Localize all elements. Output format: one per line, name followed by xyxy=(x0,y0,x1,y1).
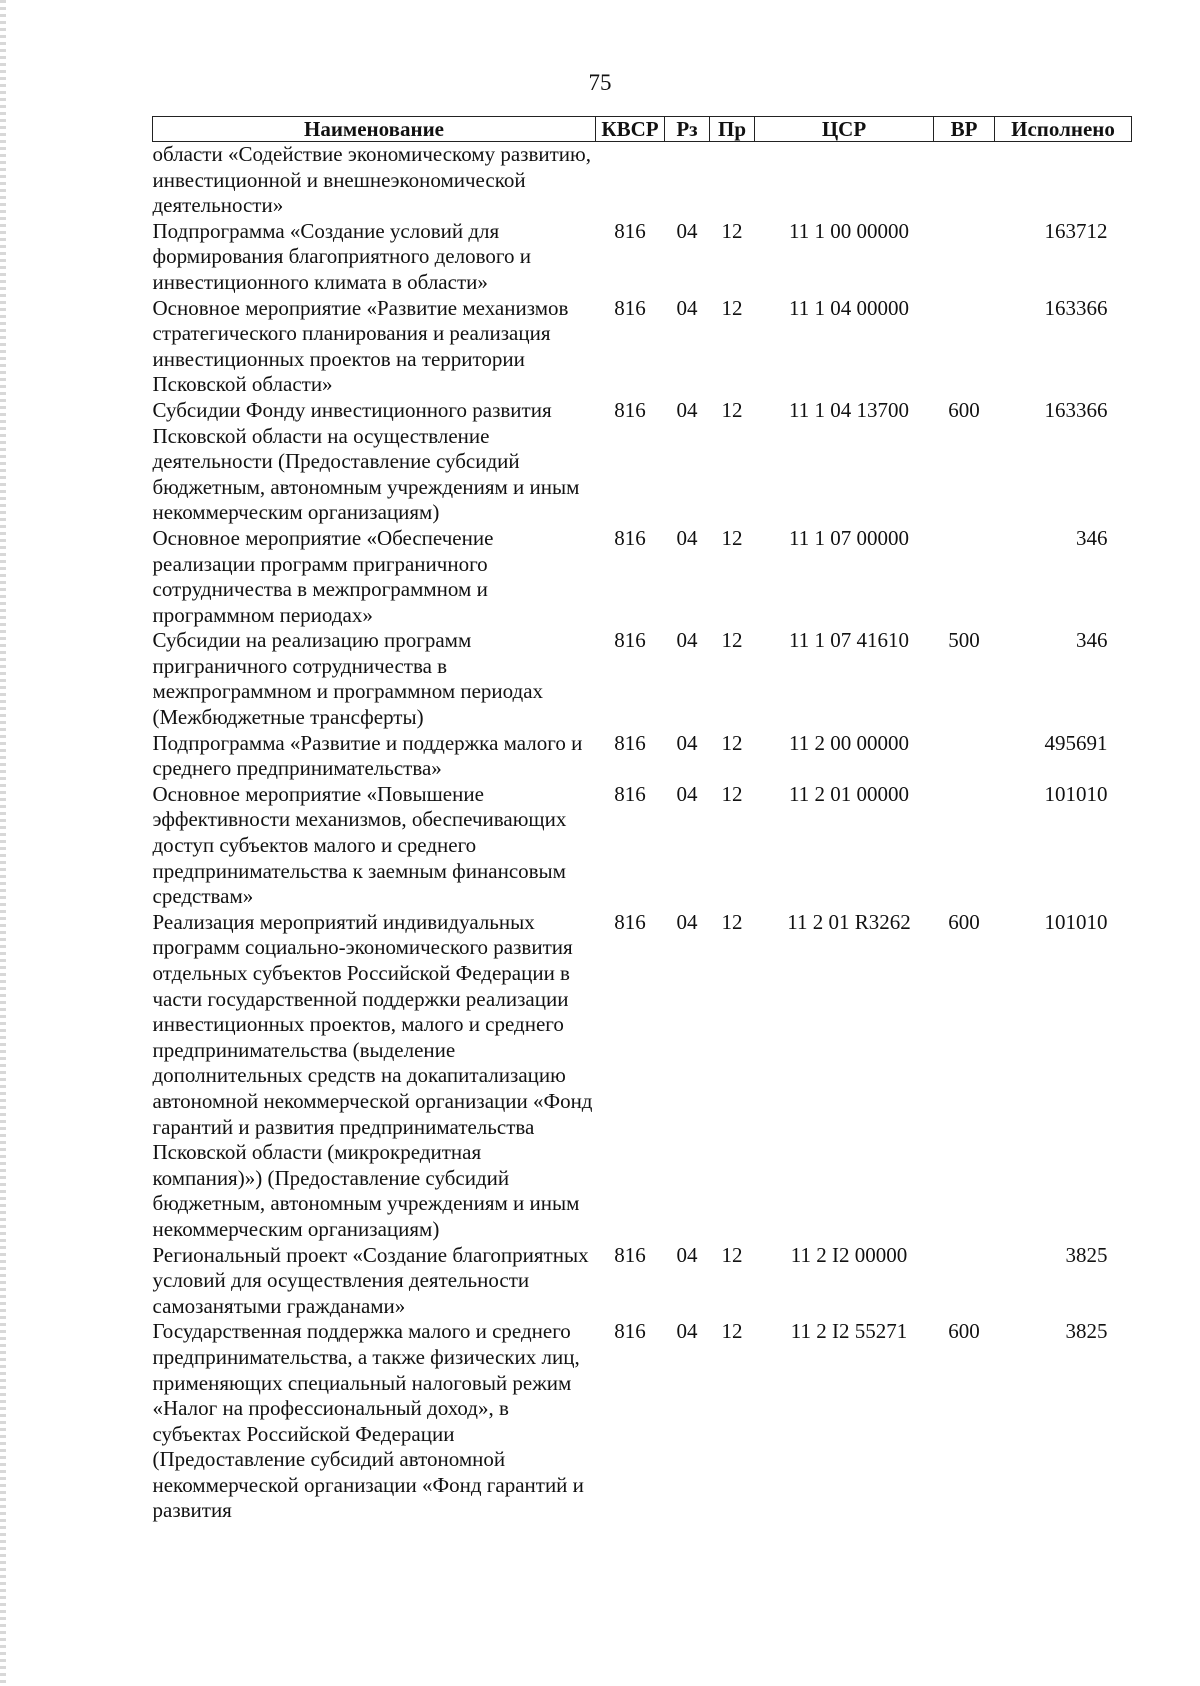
table-header-row xyxy=(153,117,1132,142)
cell-kvsr: 816 xyxy=(614,295,646,320)
cell-vr: 500 xyxy=(948,628,980,653)
table-row xyxy=(153,628,1132,730)
cell-name: Региональный проект «Создание благоприятных условий для осуществления деятельности самозанятыми гражданами» xyxy=(152,1242,589,1318)
cell-pr: 12 xyxy=(721,730,743,755)
cell-vr: 600 xyxy=(948,1319,980,1344)
table-row xyxy=(153,219,1132,296)
table-row xyxy=(153,296,1132,398)
scan-edge-artifact xyxy=(0,0,6,1686)
cell-pr: 12 xyxy=(721,909,743,934)
cell-done: 101010 xyxy=(1044,781,1108,806)
cell-vr xyxy=(934,142,995,219)
cell-done: 163366 xyxy=(1044,397,1108,422)
cell-rz: 04 xyxy=(676,781,698,806)
page-number: 75 xyxy=(588,70,612,95)
cell-name: области «Содействие экономическому развитию, инвестиционной и внешнеэкономической деятельности» xyxy=(152,142,591,218)
cell-vr xyxy=(934,782,995,910)
cell-rz: 04 xyxy=(676,628,698,653)
cell-vr: 600 xyxy=(948,397,980,422)
cell-pr: 12 xyxy=(721,295,743,320)
cell-csr xyxy=(755,142,934,219)
cell-pr: 12 xyxy=(721,1242,743,1267)
cell-done: 3825 xyxy=(1065,1319,1108,1344)
cell-pr xyxy=(710,142,755,219)
cell-pr: 12 xyxy=(721,628,743,653)
cell-pr: 12 xyxy=(721,781,743,806)
header-kvsr: КВСР xyxy=(596,117,665,142)
cell-kvsr: 816 xyxy=(614,525,646,550)
cell-kvsr: 816 xyxy=(614,397,646,422)
cell-pr: 12 xyxy=(721,525,743,550)
cell-pr: 12 xyxy=(721,397,743,422)
cell-name: Основное мероприятие «Обеспечение реализации программ приграничного сотрудничества в межпрограммном и программном периодах» xyxy=(152,525,494,627)
table-row xyxy=(153,782,1132,910)
cell-kvsr: 816 xyxy=(614,1319,646,1344)
cell-vr xyxy=(934,526,995,628)
header-pr: Пр xyxy=(710,117,755,142)
cell-name: Субсидии Фонду инвестиционного развития Псковской области на осуществление деятельности (Предоставление субсидий бюджетным, автономным учреждениям и иным некоммерческим организациям) xyxy=(152,397,580,525)
table-body xyxy=(153,142,1132,1525)
cell-done: 163366 xyxy=(1044,295,1108,320)
budget-table xyxy=(152,116,1132,1524)
table-row xyxy=(153,398,1132,526)
cell-name: Реализация мероприятий индивидуальных программ социально-экономического развития отдельных субъектов Российской Федерации в части государственной поддержки реализации инвестиционных проектов, малого и среднего предпринимательства (выделение дополнительных средств на докапитализацию автономной некоммерческой организации «Фонд гарантий и развития предпринимательства Псковской области (микрокредитная компания)») (Предоставление субсидий бюджетным, автономным учреждениям и иным некоммерческим организациям) xyxy=(152,909,593,1241)
cell-done: 495691 xyxy=(1044,730,1108,755)
cell-csr: 11 1 00 00000 xyxy=(789,218,909,243)
cell-vr xyxy=(934,296,995,398)
cell-pr: 12 xyxy=(721,1319,743,1344)
cell-rz xyxy=(665,142,710,219)
cell-kvsr: 816 xyxy=(614,218,646,243)
cell-csr: 11 2 01 00000 xyxy=(789,781,909,806)
cell-vr xyxy=(934,731,995,782)
cell-csr: 11 2 I2 55271 xyxy=(790,1319,908,1344)
cell-csr: 11 2 01 R3262 xyxy=(787,909,911,934)
cell-done xyxy=(995,142,1132,219)
cell-vr: 600 xyxy=(948,909,980,934)
header-csr: ЦСР xyxy=(755,117,934,142)
cell-csr: 11 1 07 41610 xyxy=(789,628,909,653)
cell-csr: 11 2 I2 00000 xyxy=(790,1242,908,1267)
cell-name: Основное мероприятие «Повышение эффективности механизмов, обеспечивающих доступ субъектов малого и среднего предпринимательства к заемным финансовым средствам» xyxy=(152,781,567,909)
cell-vr xyxy=(934,219,995,296)
cell-rz: 04 xyxy=(676,525,698,550)
table-row xyxy=(153,526,1132,628)
cell-rz: 04 xyxy=(676,295,698,320)
table-row xyxy=(153,731,1132,782)
cell-csr: 11 1 07 00000 xyxy=(789,525,909,550)
header-rz: Рз xyxy=(665,117,710,142)
cell-done: 346 xyxy=(1076,525,1108,550)
header-done: Исполнено xyxy=(995,117,1132,142)
cell-kvsr: 816 xyxy=(614,909,646,934)
cell-csr: 11 1 04 00000 xyxy=(789,295,909,320)
cell-name: Государственная поддержка малого и среднего предпринимательства, а также физических лиц, применяющих специальный налоговый режим «Налог на профессиональный доход», в субъектах Российской Федерации (Предоставление субсидий автономной некоммерческой организации «Фонд гарантий и развития xyxy=(152,1319,584,1523)
cell-done: 3825 xyxy=(1065,1242,1108,1267)
cell-rz: 04 xyxy=(676,397,698,422)
cell-kvsr: 816 xyxy=(614,730,646,755)
cell-kvsr: 816 xyxy=(614,781,646,806)
cell-rz: 04 xyxy=(676,1319,698,1344)
cell-done: 163712 xyxy=(1044,218,1108,243)
table-row xyxy=(153,142,1132,219)
cell-csr: 11 2 00 00000 xyxy=(789,730,909,755)
cell-vr xyxy=(934,1243,995,1320)
cell-kvsr: 816 xyxy=(614,628,646,653)
cell-rz: 04 xyxy=(676,909,698,934)
header-name: Наименование xyxy=(153,117,596,142)
cell-rz: 04 xyxy=(676,218,698,243)
cell-csr: 11 1 04 13700 xyxy=(789,397,909,422)
cell-name: Субсидии на реализацию программ приграничного сотрудничества в межпрограммном и программном периодах (Межбюджетные трансферты) xyxy=(152,628,544,730)
cell-name: Основное мероприятие «Развитие механизмов стратегического планирования и реализация инвестиционных проектов на территории Псковской области» xyxy=(152,295,569,397)
cell-pr: 12 xyxy=(721,218,743,243)
table-row xyxy=(153,1243,1132,1320)
table-row xyxy=(153,1319,1132,1524)
cell-rz: 04 xyxy=(676,1242,698,1267)
cell-done: 346 xyxy=(1076,628,1108,653)
cell-name: Подпрограмма «Создание условий для формирования благоприятного делового и инвестиционного климата в области» xyxy=(152,218,531,294)
header-vr: ВР xyxy=(934,117,995,142)
cell-kvsr xyxy=(596,142,665,219)
table-row xyxy=(153,910,1132,1243)
cell-done: 101010 xyxy=(1044,909,1108,934)
cell-rz: 04 xyxy=(676,730,698,755)
cell-kvsr: 816 xyxy=(614,1242,646,1267)
cell-name: Подпрограмма «Развитие и поддержка малого и среднего предпринимательства» xyxy=(152,730,583,781)
